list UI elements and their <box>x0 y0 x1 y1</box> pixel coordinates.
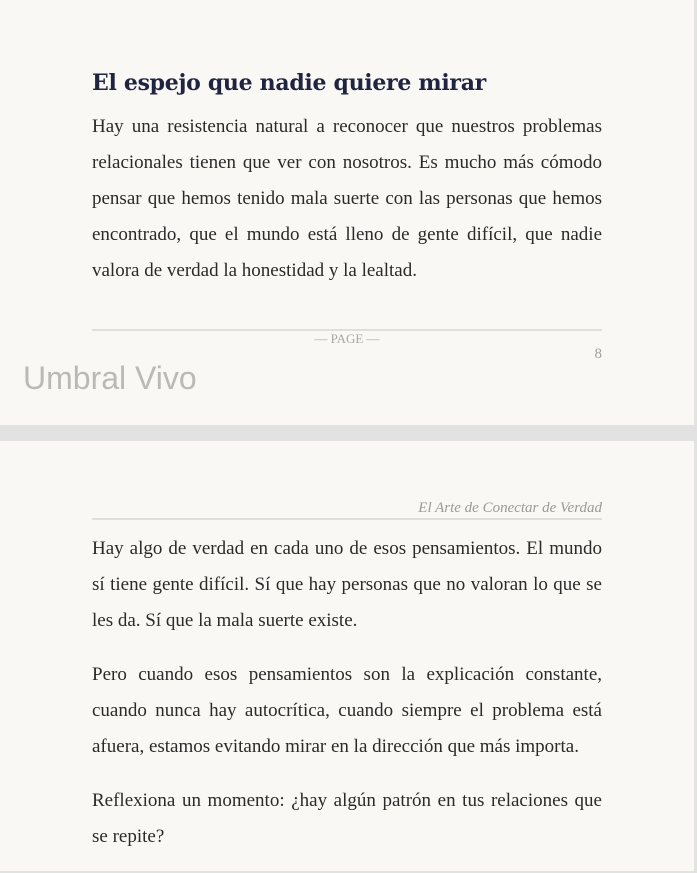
page-body <box>92 109 602 307</box>
header-divider <box>92 518 602 520</box>
running-header: El Arte de Conectar de Verdad <box>418 500 602 516</box>
page-9 <box>0 441 695 871</box>
paragraph: Hay algo de verdad en cada uno de esos pensamientos. El mundo sí tiene gente difícil. Sí que hay personas que no valoran lo que se les da. Sí que la mala suerte existe. <box>92 538 602 631</box>
page-label: — PAGE — <box>314 331 380 346</box>
page-8 <box>0 0 695 425</box>
paragraph: Hay una resistencia natural a reconocer que nuestros problemas relacionales tienen que ver con nosotros. Es mucho más cómodo pensar que hemos tenido mala suerte con las personas que hemos encontrado, que el mundo está lleno de gente difícil, que nadie valora de verdad la honestidad y la lealtad. <box>92 116 602 281</box>
page-body <box>92 531 602 873</box>
watermark-logo: Umbral Vivo <box>23 360 197 396</box>
page-number: 8 <box>594 346 602 362</box>
section-title: El espejo que nadie quiere mirar <box>92 70 486 96</box>
paragraph: Reflexiona un momento: ¿hay algún patrón en tus relaciones que se repite? <box>92 790 602 847</box>
paragraph: Pero cuando esos pensamientos son la explicación constante, cuando nunca hay autocrítica, cuando siempre el problema está afuera, estamos evitando mirar en la dirección que más importa. <box>92 664 602 757</box>
